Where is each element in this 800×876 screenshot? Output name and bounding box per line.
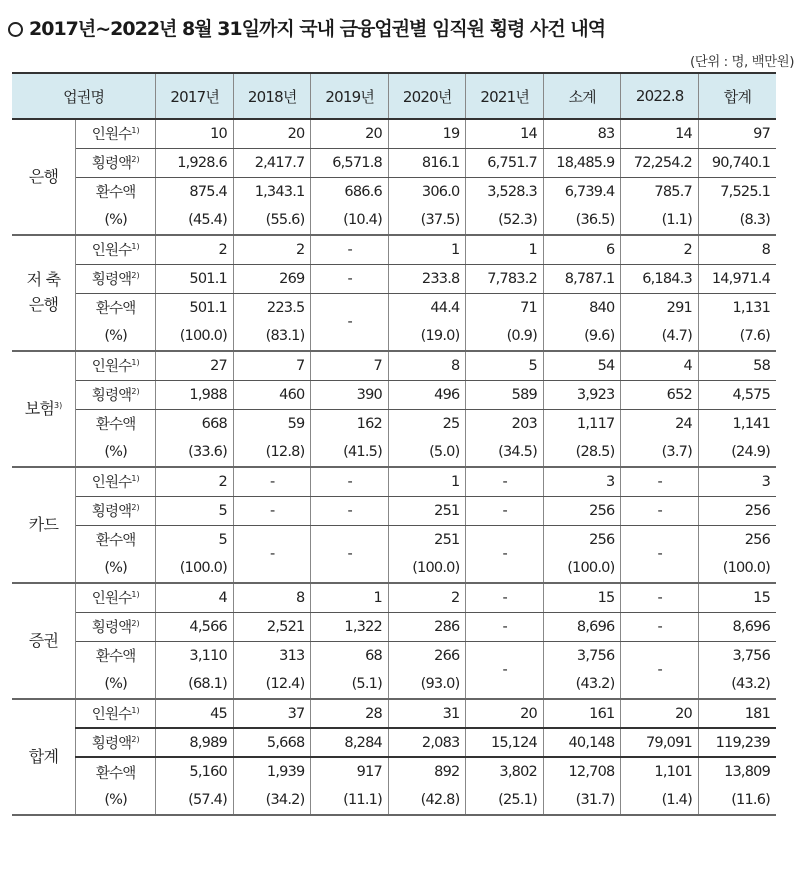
data-cell: (93.0) bbox=[388, 670, 466, 699]
data-cell: 4,566 bbox=[156, 612, 234, 641]
data-cell: 72,254.2 bbox=[621, 148, 699, 177]
data-cell: 3,756 bbox=[698, 641, 776, 670]
data-cell: 1,322 bbox=[311, 612, 389, 641]
data-cell: 5 bbox=[156, 496, 234, 525]
header-sector: 업권명 bbox=[12, 73, 156, 119]
row-label-text: 횡령액 bbox=[91, 388, 132, 404]
data-cell: (0.9) bbox=[466, 322, 544, 351]
data-cell: 6,184.3 bbox=[621, 264, 699, 293]
data-cell: 3,923 bbox=[543, 380, 621, 409]
group-name bbox=[12, 467, 75, 583]
footnote-marker: 3) bbox=[54, 400, 63, 410]
row-label-pct bbox=[75, 670, 156, 699]
data-cell: 5 bbox=[156, 525, 234, 554]
footnote-marker: 2) bbox=[131, 271, 140, 280]
data-cell: (19.0) bbox=[388, 322, 466, 351]
data-cell: - bbox=[233, 496, 311, 525]
data-cell: 6 bbox=[543, 235, 621, 264]
footnote-marker: 1) bbox=[131, 706, 140, 715]
table-row bbox=[12, 380, 776, 409]
header-col: 2019년 bbox=[311, 73, 389, 119]
table-row bbox=[12, 235, 776, 264]
data-cell: 8,989 bbox=[156, 728, 234, 757]
table-row bbox=[12, 148, 776, 177]
data-cell: 5,160 bbox=[156, 757, 234, 786]
data-cell: 40,148 bbox=[543, 728, 621, 757]
data-cell: (8.3) bbox=[698, 206, 776, 235]
row-label-text: 환수액 bbox=[95, 417, 136, 434]
row-label-people bbox=[75, 583, 156, 612]
row-label-people bbox=[75, 119, 156, 148]
data-cell: (43.2) bbox=[543, 670, 621, 699]
data-cell: 2 bbox=[388, 583, 466, 612]
data-cell: 1 bbox=[311, 583, 389, 612]
data-cell: (37.5) bbox=[388, 206, 466, 235]
row-label-text: 횡령액 bbox=[91, 272, 132, 288]
header-row bbox=[12, 73, 776, 119]
data-cell: - bbox=[466, 467, 544, 496]
data-cell: 1,101 bbox=[621, 757, 699, 786]
row-label-recovered bbox=[75, 525, 156, 554]
data-cell: 12,708 bbox=[543, 757, 621, 786]
data-cell: 31 bbox=[388, 699, 466, 728]
row-label-recovered bbox=[75, 757, 156, 786]
data-cell: 5,668 bbox=[233, 728, 311, 757]
data-cell: 840 bbox=[543, 293, 621, 322]
table-row bbox=[12, 409, 776, 438]
data-cell: 19 bbox=[388, 119, 466, 148]
data-cell: 1,988 bbox=[156, 380, 234, 409]
data-cell: (1.4) bbox=[621, 786, 699, 815]
footnote-marker: 2) bbox=[131, 619, 140, 628]
table-title: 2017년~2022년 8월 31일까지 국내 금융업권별 임직원 횡령 사건 내역 bbox=[8, 14, 605, 41]
data-cell: 6,571.8 bbox=[311, 148, 389, 177]
data-cell: 2 bbox=[233, 235, 311, 264]
data-cell: 15 bbox=[698, 583, 776, 612]
data-cell: 14,971.4 bbox=[698, 264, 776, 293]
row-label-text: 횡령액 bbox=[91, 156, 132, 172]
footnote-marker: 1) bbox=[131, 358, 140, 368]
row-label-pct bbox=[75, 438, 156, 467]
data-cell: 15,124 bbox=[466, 728, 544, 757]
data-cell: 256 bbox=[698, 525, 776, 554]
data-cell: 917 bbox=[311, 757, 389, 786]
data-cell: 83 bbox=[543, 119, 621, 148]
group-name-line: 저 축 bbox=[26, 270, 61, 290]
data-cell: 90,740.1 bbox=[698, 148, 776, 177]
row-label-people bbox=[75, 235, 156, 264]
row-label-text: 환수액 bbox=[95, 301, 136, 318]
row-label-text: 환수액 bbox=[95, 649, 136, 666]
table-row bbox=[12, 612, 776, 641]
data-cell: 59 bbox=[233, 409, 311, 438]
data-cell: (100.0) bbox=[156, 322, 234, 351]
data-cell: (5.0) bbox=[388, 438, 466, 467]
data-cell: 4,575 bbox=[698, 380, 776, 409]
table-row bbox=[12, 641, 776, 670]
row-label-embezzled bbox=[75, 380, 156, 409]
data-cell: 1,343.1 bbox=[233, 177, 311, 206]
data-cell: (33.6) bbox=[156, 438, 234, 467]
data-cell: 20 bbox=[621, 699, 699, 728]
data-cell: 24 bbox=[621, 409, 699, 438]
group-name bbox=[12, 235, 75, 351]
data-cell: 668 bbox=[156, 409, 234, 438]
data-cell: 6,739.4 bbox=[543, 177, 621, 206]
table-row bbox=[12, 322, 776, 351]
data-cell: 266 bbox=[388, 641, 466, 670]
data-cell: 1 bbox=[388, 467, 466, 496]
data-cell: (11.6) bbox=[698, 786, 776, 815]
data-cell: (57.4) bbox=[156, 786, 234, 815]
data-cell: (34.2) bbox=[233, 786, 311, 815]
data-cell: 18,485.9 bbox=[543, 148, 621, 177]
row-label-text: 환수액 bbox=[95, 185, 136, 202]
table-row bbox=[12, 351, 776, 380]
row-label-text: (%) bbox=[104, 676, 128, 692]
data-cell: 4 bbox=[156, 583, 234, 612]
footnote-marker: 2) bbox=[131, 387, 140, 396]
data-cell: (4.7) bbox=[621, 322, 699, 351]
data-cell: - bbox=[311, 525, 389, 583]
group-name-text: 카드 bbox=[28, 514, 59, 534]
table-row bbox=[12, 177, 776, 206]
group-name-text: 증권 bbox=[28, 630, 59, 650]
data-cell: - bbox=[621, 641, 699, 699]
data-cell: 256 bbox=[698, 496, 776, 525]
data-cell: (12.8) bbox=[233, 438, 311, 467]
embezzlement-table bbox=[12, 72, 776, 816]
unit-note: (단위 : 명, 백만원) bbox=[690, 54, 794, 70]
data-cell: 496 bbox=[388, 380, 466, 409]
row-label-people bbox=[75, 699, 156, 728]
data-cell: (45.4) bbox=[156, 206, 234, 235]
data-cell: 6,751.7 bbox=[466, 148, 544, 177]
group-name-text: 은행 bbox=[28, 166, 59, 186]
footnote-marker: 2) bbox=[131, 155, 140, 164]
row-label-text: 인원수 bbox=[91, 359, 132, 376]
row-label-text: 인원수 bbox=[91, 475, 132, 492]
data-cell: - bbox=[621, 467, 699, 496]
row-label-text: (%) bbox=[104, 444, 128, 460]
group-name bbox=[12, 119, 75, 235]
data-cell: 8 bbox=[388, 351, 466, 380]
data-cell: 3,110 bbox=[156, 641, 234, 670]
data-cell: 3 bbox=[543, 467, 621, 496]
data-cell: 7,783.2 bbox=[466, 264, 544, 293]
data-cell: 306.0 bbox=[388, 177, 466, 206]
header-col: 합계 bbox=[698, 73, 776, 119]
data-cell: 28 bbox=[311, 699, 389, 728]
row-label-people bbox=[75, 351, 156, 380]
data-cell: 2 bbox=[156, 467, 234, 496]
data-cell: 589 bbox=[466, 380, 544, 409]
table-row bbox=[12, 293, 776, 322]
data-cell: 161 bbox=[543, 699, 621, 728]
row-label-pct bbox=[75, 322, 156, 351]
data-cell: 181 bbox=[698, 699, 776, 728]
data-cell: 8 bbox=[698, 235, 776, 264]
data-cell: (25.1) bbox=[466, 786, 544, 815]
footnote-marker: 1) bbox=[131, 242, 140, 252]
data-cell: - bbox=[233, 467, 311, 496]
data-cell: (41.5) bbox=[311, 438, 389, 467]
row-label-text: 환수액 bbox=[95, 533, 136, 550]
data-cell: - bbox=[311, 264, 389, 293]
data-cell: 5 bbox=[466, 351, 544, 380]
data-cell: 8,696 bbox=[698, 612, 776, 641]
data-cell: (36.5) bbox=[543, 206, 621, 235]
table-row bbox=[12, 264, 776, 293]
row-label-text: 인원수 bbox=[91, 243, 132, 260]
data-cell: 20 bbox=[466, 699, 544, 728]
data-cell: (52.3) bbox=[466, 206, 544, 235]
data-cell: 256 bbox=[543, 525, 621, 554]
group-name bbox=[12, 583, 75, 699]
data-cell: 390 bbox=[311, 380, 389, 409]
data-cell: - bbox=[466, 641, 544, 699]
data-cell: (68.1) bbox=[156, 670, 234, 699]
data-cell: 68 bbox=[311, 641, 389, 670]
table-row bbox=[12, 728, 776, 757]
data-cell: (12.4) bbox=[233, 670, 311, 699]
table-row bbox=[12, 496, 776, 525]
data-cell: 37 bbox=[233, 699, 311, 728]
data-cell: (100.0) bbox=[156, 554, 234, 583]
data-cell: (24.9) bbox=[698, 438, 776, 467]
data-cell: 8,284 bbox=[311, 728, 389, 757]
data-cell: 1 bbox=[466, 235, 544, 264]
data-cell: - bbox=[466, 496, 544, 525]
data-cell: (100.0) bbox=[543, 554, 621, 583]
table-row bbox=[12, 206, 776, 235]
data-cell: 4 bbox=[621, 351, 699, 380]
data-cell: 58 bbox=[698, 351, 776, 380]
data-cell: 251 bbox=[388, 525, 466, 554]
data-cell: - bbox=[621, 525, 699, 583]
row-label-pct bbox=[75, 206, 156, 235]
data-cell: 3,756 bbox=[543, 641, 621, 670]
data-cell: (1.1) bbox=[621, 206, 699, 235]
data-cell: 291 bbox=[621, 293, 699, 322]
header-col: 소계 bbox=[543, 73, 621, 119]
data-cell: - bbox=[621, 496, 699, 525]
data-cell: 27 bbox=[156, 351, 234, 380]
data-cell: 256 bbox=[543, 496, 621, 525]
row-label-text: 횡령액 bbox=[91, 620, 132, 636]
data-cell: (5.1) bbox=[311, 670, 389, 699]
row-label-text: 환수액 bbox=[95, 765, 136, 782]
data-cell: 14 bbox=[621, 119, 699, 148]
row-label-embezzled bbox=[75, 612, 156, 641]
data-cell: 251 bbox=[388, 496, 466, 525]
row-label-text: 인원수 bbox=[91, 591, 132, 608]
data-cell: 54 bbox=[543, 351, 621, 380]
row-label-text: 인원수 bbox=[91, 127, 132, 144]
data-cell: (83.1) bbox=[233, 322, 311, 351]
data-cell: - bbox=[466, 583, 544, 612]
data-cell: 45 bbox=[156, 699, 234, 728]
data-cell: 460 bbox=[233, 380, 311, 409]
header-col: 2022.8 bbox=[621, 73, 699, 119]
data-cell: - bbox=[233, 525, 311, 583]
data-cell: 8,696 bbox=[543, 612, 621, 641]
row-label-recovered bbox=[75, 293, 156, 322]
data-cell: - bbox=[311, 235, 389, 264]
data-cell: 14 bbox=[466, 119, 544, 148]
data-cell: (43.2) bbox=[698, 670, 776, 699]
row-label-text: (%) bbox=[104, 792, 128, 808]
table-row bbox=[12, 438, 776, 467]
data-cell: 1,928.6 bbox=[156, 148, 234, 177]
data-cell: 8 bbox=[233, 583, 311, 612]
table-row bbox=[12, 786, 776, 815]
data-cell: 25 bbox=[388, 409, 466, 438]
row-label-text: (%) bbox=[104, 212, 128, 228]
table-row bbox=[12, 525, 776, 554]
group-name-line: 은행 bbox=[28, 295, 59, 314]
data-cell: 2,521 bbox=[233, 612, 311, 641]
data-cell: 501.1 bbox=[156, 293, 234, 322]
row-label-people bbox=[75, 467, 156, 496]
data-cell: 44.4 bbox=[388, 293, 466, 322]
data-cell: (34.5) bbox=[466, 438, 544, 467]
data-cell: 223.5 bbox=[233, 293, 311, 322]
data-cell: (7.6) bbox=[698, 322, 776, 351]
data-cell: 652 bbox=[621, 380, 699, 409]
header-col: 2021년 bbox=[466, 73, 544, 119]
data-cell: - bbox=[466, 525, 544, 583]
table-row bbox=[12, 757, 776, 786]
group-name bbox=[12, 351, 75, 467]
data-cell: 501.1 bbox=[156, 264, 234, 293]
data-cell: 233.8 bbox=[388, 264, 466, 293]
data-cell: 15 bbox=[543, 583, 621, 612]
row-label-embezzled bbox=[75, 148, 156, 177]
data-cell: 269 bbox=[233, 264, 311, 293]
data-cell: 3 bbox=[698, 467, 776, 496]
data-cell: 7 bbox=[311, 351, 389, 380]
data-cell: 79,091 bbox=[621, 728, 699, 757]
header-col: 2020년 bbox=[388, 73, 466, 119]
data-cell: 2 bbox=[156, 235, 234, 264]
data-cell: 203 bbox=[466, 409, 544, 438]
data-cell: (28.5) bbox=[543, 438, 621, 467]
row-label-recovered bbox=[75, 409, 156, 438]
data-cell: 7,525.1 bbox=[698, 177, 776, 206]
data-cell: 1,131 bbox=[698, 293, 776, 322]
footnote-marker: 1) bbox=[131, 474, 140, 484]
row-label-recovered bbox=[75, 177, 156, 206]
data-cell: 1,939 bbox=[233, 757, 311, 786]
row-label-text: 횡령액 bbox=[91, 504, 132, 520]
data-cell: (100.0) bbox=[388, 554, 466, 583]
table-row bbox=[12, 583, 776, 612]
data-cell: 816.1 bbox=[388, 148, 466, 177]
data-cell: - bbox=[311, 467, 389, 496]
row-label-text: (%) bbox=[104, 560, 128, 576]
row-label-pct bbox=[75, 554, 156, 583]
data-cell: (9.6) bbox=[543, 322, 621, 351]
footnote-marker: 2) bbox=[131, 735, 140, 744]
data-cell: 71 bbox=[466, 293, 544, 322]
data-cell: 686.6 bbox=[311, 177, 389, 206]
data-cell: 313 bbox=[233, 641, 311, 670]
data-cell: - bbox=[311, 496, 389, 525]
data-cell: 8,787.1 bbox=[543, 264, 621, 293]
data-cell: 162 bbox=[311, 409, 389, 438]
data-cell: 1,141 bbox=[698, 409, 776, 438]
row-label-text: (%) bbox=[104, 328, 128, 344]
data-cell: 2,083 bbox=[388, 728, 466, 757]
data-cell: 2,417.7 bbox=[233, 148, 311, 177]
data-cell: 785.7 bbox=[621, 177, 699, 206]
data-cell: 3,802 bbox=[466, 757, 544, 786]
group-name-text: 합계 bbox=[28, 746, 59, 766]
data-cell: - bbox=[466, 612, 544, 641]
data-cell: 7 bbox=[233, 351, 311, 380]
data-cell: 13,809 bbox=[698, 757, 776, 786]
data-cell: (55.6) bbox=[233, 206, 311, 235]
data-cell: 97 bbox=[698, 119, 776, 148]
data-cell: 2 bbox=[621, 235, 699, 264]
row-label-recovered bbox=[75, 641, 156, 670]
data-cell: 286 bbox=[388, 612, 466, 641]
data-cell: 10 bbox=[156, 119, 234, 148]
table-row bbox=[12, 467, 776, 496]
footnote-marker: 2) bbox=[131, 503, 140, 512]
header-col: 2017년 bbox=[156, 73, 234, 119]
header-col: 2018년 bbox=[233, 73, 311, 119]
data-cell: 20 bbox=[311, 119, 389, 148]
data-cell: 892 bbox=[388, 757, 466, 786]
table-row bbox=[12, 119, 776, 148]
data-cell: (31.7) bbox=[543, 786, 621, 815]
data-cell: 119,239 bbox=[698, 728, 776, 757]
data-cell: (10.4) bbox=[311, 206, 389, 235]
circle-bullet-icon bbox=[8, 22, 23, 37]
data-cell: - bbox=[311, 293, 389, 351]
row-label-text: 횡령액 bbox=[91, 736, 132, 752]
row-label-text: 인원수 bbox=[91, 707, 132, 723]
table-row bbox=[12, 699, 776, 728]
row-label-embezzled bbox=[75, 496, 156, 525]
data-cell: 3,528.3 bbox=[466, 177, 544, 206]
row-label-embezzled bbox=[75, 728, 156, 757]
data-cell: (100.0) bbox=[698, 554, 776, 583]
group-name bbox=[12, 699, 75, 815]
data-cell: 1,117 bbox=[543, 409, 621, 438]
data-cell: - bbox=[621, 583, 699, 612]
data-cell: (42.8) bbox=[388, 786, 466, 815]
data-cell: - bbox=[621, 612, 699, 641]
data-cell: (11.1) bbox=[311, 786, 389, 815]
data-cell: 875.4 bbox=[156, 177, 234, 206]
footnote-marker: 1) bbox=[131, 590, 140, 600]
footnote-marker: 1) bbox=[131, 126, 140, 136]
data-cell: 20 bbox=[233, 119, 311, 148]
row-label-embezzled bbox=[75, 264, 156, 293]
row-label-pct bbox=[75, 786, 156, 815]
data-cell: 1 bbox=[388, 235, 466, 264]
group-name-text: 보험 bbox=[24, 398, 54, 418]
data-cell: (3.7) bbox=[621, 438, 699, 467]
